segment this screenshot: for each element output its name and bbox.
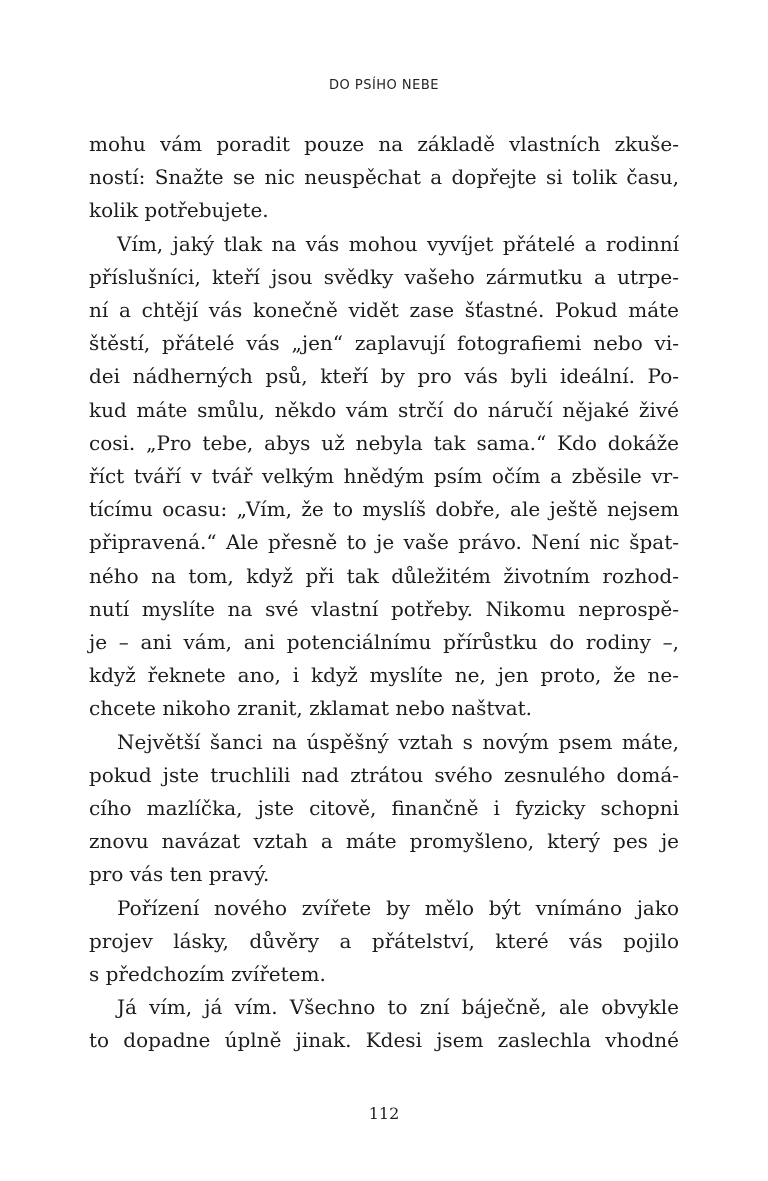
text-line: chcete nikoho zranit, zklamat nebo naštvat. — [89, 696, 533, 721]
text-line: dei nádherných psů, kteří by pro vás byli ideální. Po- — [89, 364, 679, 389]
text-line: projev lásky, důvěry a přátelství, které vás pojilo — [89, 928, 679, 953]
text-line: cího mazlíčka, jste citově, finančně i fyzicky schopni — [89, 796, 679, 821]
text-line: pokud jste truchlili nad ztrátou svého zesnulého domá- — [89, 762, 679, 787]
text-line: příslušníci, kteří jsou svědky vašeho zármutku a utrpe- — [89, 264, 679, 289]
text-line: kud máte smůlu, někdo vám strčí do náručí nějaké živé — [89, 397, 679, 422]
text-line: pro vás ten pravý. — [89, 862, 270, 887]
text-line: nutí myslíte na své vlastní potřeby. Nikomu neprospě- — [89, 596, 679, 621]
page-number: 112 — [368, 1104, 400, 1123]
text-line: cosi. „Pro tebe, abys už nebyla tak sama.“ Kdo dokáže — [89, 430, 679, 455]
text-line: Vím, jaký tlak na vás mohou vyvíjet přátelé a rodinní — [117, 231, 679, 256]
text-line: kolik potřebujete. — [89, 198, 269, 223]
text-line: ného na tom, když při tak důležitém životním rozhod- — [89, 563, 679, 588]
text-line: ní a chtějí vás konečně vidět zase šťastné. Pokud máte — [89, 298, 679, 323]
text-line: ností: Snažte se nic neuspěchat a dopřejte si tolik času, — [89, 165, 679, 190]
text-line: tícímu ocasu: „Vím, že to myslíš dobře, ale ještě nejsem — [89, 497, 679, 522]
text-line: připravená.“ Ale přesně to je vaše právo. Není nic špat- — [89, 530, 679, 555]
text-line: to dopadne úplně jinak. Kdesi jsem zaslechla vhodné — [89, 1028, 679, 1053]
text-line: štěstí, přátelé vás „jen“ zaplavují fotografiemi nebo vi- — [89, 331, 679, 356]
text-line: Největší šanci na úspěšný vztah s novým psem máte, — [117, 729, 679, 754]
text-line: s předchozím zvířetem. — [89, 962, 326, 987]
text-line: Pořízení nového zvířete by mělo být vnímáno jako — [117, 895, 679, 920]
text-line: Já vím, já vím. Všechno to zní báječně, ale obvykle — [117, 995, 679, 1020]
text-line: je – ani vám, ani potenciálnímu přírůstku do rodiny –, — [89, 630, 679, 655]
text-line: znovu navázat vztah a máte promyšleno, který pes je — [89, 829, 679, 854]
body-text — [89, 128, 679, 1058]
text-line: když řeknete ano, i když myslíte ne, jen proto, že ne- — [89, 663, 679, 688]
text-line: mohu vám poradit pouze na základě vlastních zkuše- — [89, 132, 679, 156]
text-line: říct tváří v tvář velkým hnědým psím očím a zběsile vr- — [89, 464, 679, 489]
running-head: DO PSÍHO NEBE — [328, 78, 439, 93]
